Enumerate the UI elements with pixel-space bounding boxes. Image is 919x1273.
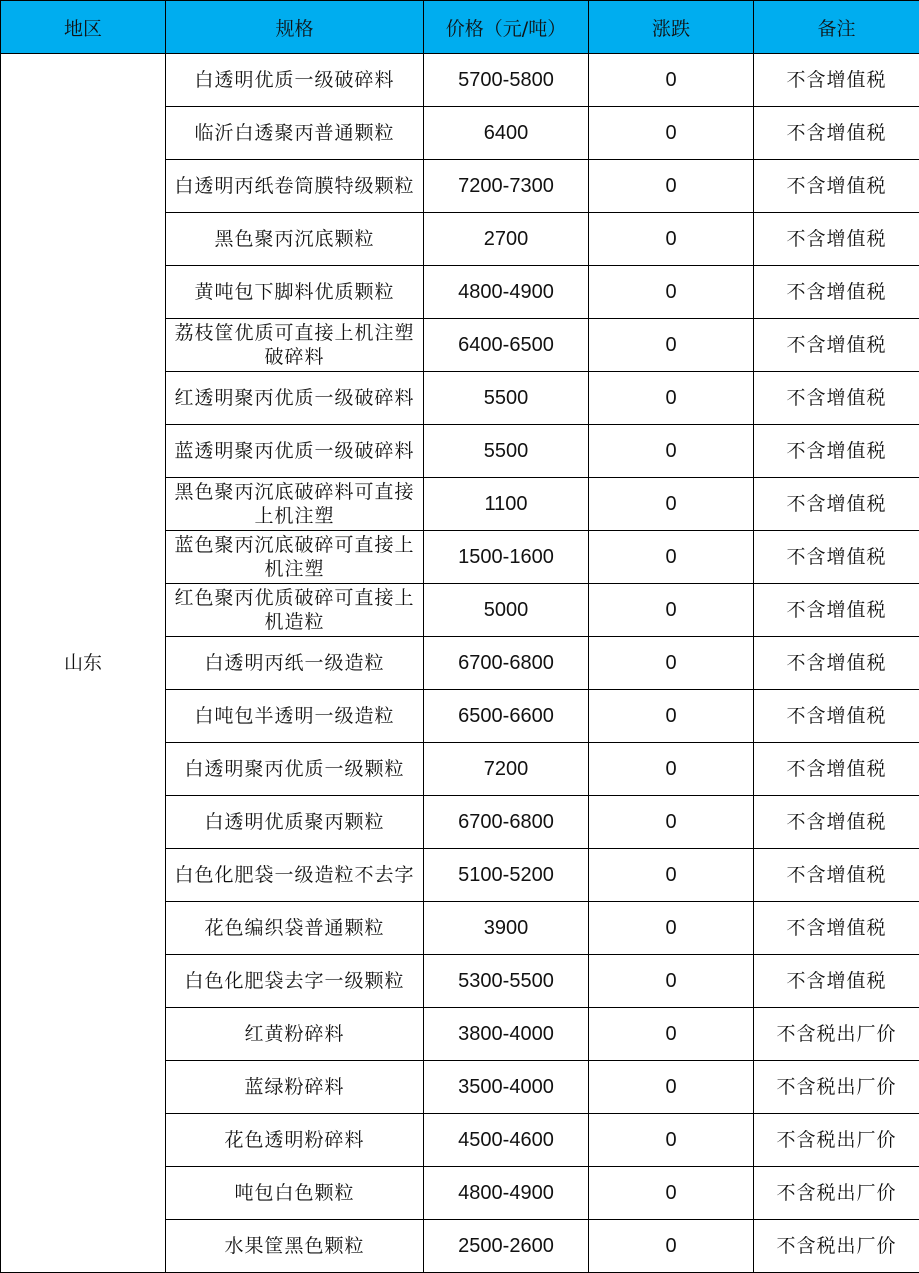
spec-cell: 临沂白透聚丙普通颗粒	[166, 107, 424, 160]
change-cell: 0	[589, 107, 754, 160]
note-cell: 不含税出厂价	[754, 1061, 919, 1114]
change-cell: 0	[589, 584, 754, 637]
spec-cell: 水果筐黑色颗粒	[166, 1220, 424, 1273]
price-cell: 2500-2600	[424, 1220, 589, 1273]
spec-cell: 白透明优质聚丙颗粒	[166, 796, 424, 849]
note-cell: 不含增值税	[754, 796, 919, 849]
header-region: 地区	[1, 1, 166, 54]
price-cell: 7200	[424, 743, 589, 796]
note-cell: 不含税出厂价	[754, 1220, 919, 1273]
note-cell: 不含增值税	[754, 425, 919, 478]
change-cell: 0	[589, 319, 754, 372]
change-cell: 0	[589, 796, 754, 849]
price-cell: 5300-5500	[424, 955, 589, 1008]
price-cell: 1100	[424, 478, 589, 531]
spec-cell: 白透明丙纸卷筒膜特级颗粒	[166, 160, 424, 213]
spec-cell: 红色聚丙优质破碎可直接上机造粒	[166, 584, 424, 637]
spec-cell: 黑色聚丙沉底颗粒	[166, 213, 424, 266]
price-cell: 4500-4600	[424, 1114, 589, 1167]
header-change: 涨跌	[589, 1, 754, 54]
spec-cell: 花色编织袋普通颗粒	[166, 902, 424, 955]
spec-cell: 蓝绿粉碎料	[166, 1061, 424, 1114]
change-cell: 0	[589, 1167, 754, 1220]
note-cell: 不含税出厂价	[754, 1167, 919, 1220]
spec-cell: 吨包白色颗粒	[166, 1167, 424, 1220]
price-cell: 5000	[424, 584, 589, 637]
price-cell: 7200-7300	[424, 160, 589, 213]
note-cell: 不含增值税	[754, 584, 919, 637]
spec-cell: 红透明聚丙优质一级破碎料	[166, 372, 424, 425]
header-row	[1, 1, 919, 54]
spec-cell: 白透明丙纸一级造粒	[166, 637, 424, 690]
note-cell: 不含增值税	[754, 743, 919, 796]
change-cell: 0	[589, 1114, 754, 1167]
change-cell: 0	[589, 1220, 754, 1273]
note-cell: 不含税出厂价	[754, 1114, 919, 1167]
price-cell: 6700-6800	[424, 637, 589, 690]
price-cell: 3900	[424, 902, 589, 955]
note-cell: 不含增值税	[754, 160, 919, 213]
note-cell: 不含增值税	[754, 849, 919, 902]
change-cell: 0	[589, 160, 754, 213]
spec-cell: 蓝透明聚丙优质一级破碎料	[166, 425, 424, 478]
price-cell: 5100-5200	[424, 849, 589, 902]
spec-cell: 白透明优质一级破碎料	[166, 54, 424, 107]
header-spec: 规格	[166, 1, 424, 54]
table-row	[1, 54, 919, 107]
note-cell: 不含增值税	[754, 955, 919, 1008]
note-cell: 不含增值税	[754, 213, 919, 266]
note-cell: 不含增值税	[754, 266, 919, 319]
change-cell: 0	[589, 54, 754, 107]
header-price: 价格（元/吨）	[424, 1, 589, 54]
change-cell: 0	[589, 213, 754, 266]
spec-cell: 黑色聚丙沉底破碎料可直接上机注塑	[166, 478, 424, 531]
change-cell: 0	[589, 902, 754, 955]
change-cell: 0	[589, 372, 754, 425]
change-cell: 0	[589, 1008, 754, 1061]
note-cell: 不含增值税	[754, 478, 919, 531]
note-cell: 不含增值税	[754, 372, 919, 425]
price-cell: 4800-4900	[424, 1167, 589, 1220]
price-cell: 5500	[424, 425, 589, 478]
change-cell: 0	[589, 531, 754, 584]
price-cell: 5700-5800	[424, 54, 589, 107]
change-cell: 0	[589, 637, 754, 690]
note-cell: 不含增值税	[754, 637, 919, 690]
price-cell: 3500-4000	[424, 1061, 589, 1114]
note-cell: 不含增值税	[754, 902, 919, 955]
price-cell: 1500-1600	[424, 531, 589, 584]
spec-cell: 蓝色聚丙沉底破碎可直接上机注塑	[166, 531, 424, 584]
note-cell: 不含税出厂价	[754, 1008, 919, 1061]
price-cell: 6500-6600	[424, 690, 589, 743]
spec-cell: 花色透明粉碎料	[166, 1114, 424, 1167]
note-cell: 不含增值税	[754, 531, 919, 584]
change-cell: 0	[589, 955, 754, 1008]
change-cell: 0	[589, 1061, 754, 1114]
change-cell: 0	[589, 743, 754, 796]
spec-cell: 白透明聚丙优质一级颗粒	[166, 743, 424, 796]
change-cell: 0	[589, 266, 754, 319]
change-cell: 0	[589, 425, 754, 478]
price-cell: 6700-6800	[424, 796, 589, 849]
change-cell: 0	[589, 478, 754, 531]
spec-cell: 黄吨包下脚料优质颗粒	[166, 266, 424, 319]
price-cell: 6400-6500	[424, 319, 589, 372]
price-cell: 2700	[424, 213, 589, 266]
table-header	[1, 1, 919, 54]
spec-cell: 白色化肥袋去字一级颗粒	[166, 955, 424, 1008]
spec-cell: 荔枝筐优质可直接上机注塑破碎料	[166, 319, 424, 372]
note-cell: 不含增值税	[754, 690, 919, 743]
change-cell: 0	[589, 849, 754, 902]
price-cell: 3800-4000	[424, 1008, 589, 1061]
header-note: 备注	[754, 1, 919, 54]
price-cell: 5500	[424, 372, 589, 425]
spec-cell: 白色化肥袋一级造粒不去字	[166, 849, 424, 902]
table-body	[1, 54, 919, 1273]
price-cell: 6400	[424, 107, 589, 160]
change-cell: 0	[589, 690, 754, 743]
spec-cell: 白吨包半透明一级造粒	[166, 690, 424, 743]
region-cell: 山东	[1, 54, 166, 1273]
note-cell: 不含增值税	[754, 54, 919, 107]
spec-cell: 红黄粉碎料	[166, 1008, 424, 1061]
note-cell: 不含增值税	[754, 107, 919, 160]
note-cell: 不含增值税	[754, 319, 919, 372]
price-cell: 4800-4900	[424, 266, 589, 319]
